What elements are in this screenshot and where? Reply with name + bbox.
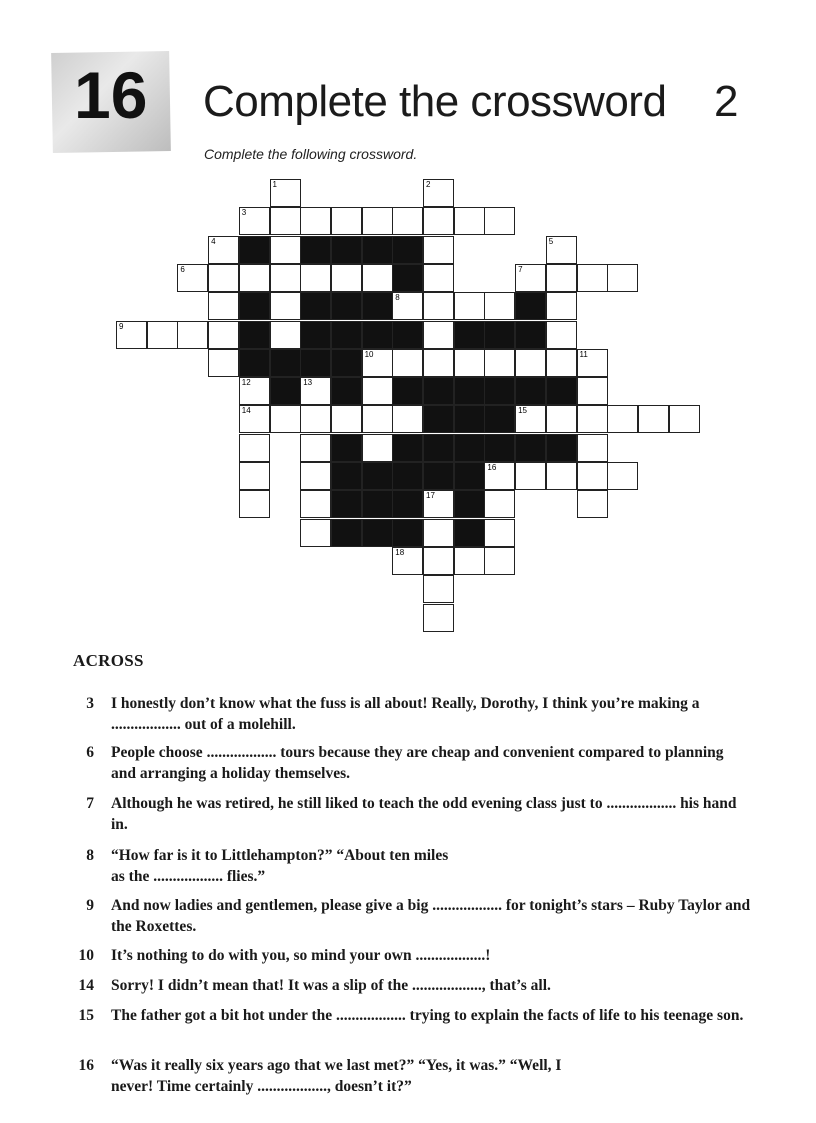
crossword-cell[interactable] xyxy=(270,179,301,207)
crossword-black-cell xyxy=(423,405,454,433)
crossword-black-cell xyxy=(484,377,515,405)
crossword-black-cell xyxy=(546,434,577,462)
crossword-cell[interactable] xyxy=(515,405,546,433)
crossword-cell[interactable] xyxy=(423,575,454,603)
clue-number: 15 xyxy=(78,1007,94,1024)
crossword-cell[interactable] xyxy=(546,349,577,377)
clue-number: 8 xyxy=(86,847,94,864)
crossword-cell[interactable] xyxy=(208,236,239,264)
clue-number-label: 9 xyxy=(119,321,124,331)
crossword-cell[interactable] xyxy=(484,349,515,377)
crossword-black-cell xyxy=(331,236,362,264)
crossword-black-cell xyxy=(392,264,423,292)
crossword-cell[interactable] xyxy=(546,462,577,490)
crossword-black-cell xyxy=(362,490,393,518)
clue-number-label: 5 xyxy=(548,236,554,246)
crossword-black-cell xyxy=(454,321,485,349)
clue-number-label: 3 xyxy=(241,208,247,218)
crossword-cell[interactable] xyxy=(577,462,608,490)
crossword-cell[interactable] xyxy=(300,462,331,490)
crossword-cell[interactable] xyxy=(577,264,608,292)
crossword-black-cell xyxy=(454,377,485,405)
crossword-black-cell xyxy=(239,349,270,377)
crossword-cell[interactable] xyxy=(546,292,577,320)
crossword-cell[interactable] xyxy=(423,321,454,349)
crossword-black-cell xyxy=(392,462,423,490)
crossword-cell[interactable] xyxy=(177,264,208,292)
clue-number-label: 10 xyxy=(364,349,374,359)
crossword-black-cell xyxy=(362,321,393,349)
clue-number-label: 1 xyxy=(272,180,277,189)
crossword-black-cell xyxy=(392,236,423,264)
crossword-cell[interactable] xyxy=(331,264,362,292)
crossword-cell[interactable] xyxy=(515,349,546,377)
clue-text: I honestly don’t know what the fuss is all about! Really, Dorothy, I think you’re making a .................. out of a molehill. xyxy=(111,695,700,733)
crossword-cell[interactable] xyxy=(423,236,454,264)
crossword-cell[interactable] xyxy=(392,547,423,575)
crossword-cell[interactable] xyxy=(270,405,301,433)
crossword-black-cell xyxy=(331,434,362,462)
crossword-cell[interactable] xyxy=(546,264,577,292)
crossword-cell[interactable] xyxy=(300,264,331,292)
clue-text: The father got a bit hot under the .................. trying to explain the facts of life to his teenage son. xyxy=(111,1007,744,1024)
crossword-cell[interactable] xyxy=(300,405,331,433)
crossword-black-cell xyxy=(392,519,423,547)
crossword-cell[interactable] xyxy=(484,207,515,235)
crossword-cell[interactable] xyxy=(577,490,608,518)
clue-text: And now ladies and gentlemen, please give a big .................. for tonight’s stars – Ruby Taylor and the Roxettes. xyxy=(111,897,751,935)
crossword-cell[interactable] xyxy=(239,264,270,292)
crossword-cell[interactable] xyxy=(147,321,178,349)
clue-number: 10 xyxy=(78,947,94,964)
crossword-black-cell xyxy=(362,519,393,547)
crossword-cell[interactable] xyxy=(423,264,454,292)
clue-number-label: 11 xyxy=(579,349,588,359)
crossword-black-cell xyxy=(300,236,331,264)
crossword-cell[interactable] xyxy=(392,349,423,377)
across-heading: ACROSS xyxy=(73,651,144,670)
crossword-cell[interactable] xyxy=(300,207,331,235)
crossword-black-cell xyxy=(300,349,331,377)
clue-number: 6 xyxy=(86,744,94,761)
crossword-cell[interactable] xyxy=(577,377,608,405)
crossword-cell[interactable] xyxy=(423,349,454,377)
crossword-cell[interactable] xyxy=(270,207,301,235)
crossword-cell[interactable] xyxy=(638,405,669,433)
crossword-black-cell xyxy=(362,292,393,320)
crossword-cell[interactable] xyxy=(362,264,393,292)
crossword-cell[interactable] xyxy=(577,349,608,377)
crossword-cell[interactable] xyxy=(208,292,239,320)
crossword-cell[interactable] xyxy=(423,490,454,518)
clue-number: 7 xyxy=(86,795,94,812)
crossword-cell[interactable] xyxy=(300,377,331,405)
crossword-cell[interactable] xyxy=(239,405,270,433)
crossword-black-cell xyxy=(515,292,546,320)
instruction-subtitle: Complete the following crossword. xyxy=(204,146,418,162)
crossword-black-cell xyxy=(300,292,331,320)
crossword-cell[interactable] xyxy=(270,264,301,292)
crossword-black-cell xyxy=(484,321,515,349)
crossword-black-cell xyxy=(484,405,515,433)
crossword-black-cell xyxy=(331,462,362,490)
clue-text: “Was it really six years ago that we last met?” “Yes, it was.” “Well, I never! Time certainly .................., doesn’t it?” xyxy=(111,1057,562,1095)
crossword-cell[interactable] xyxy=(484,462,515,490)
crossword-cell[interactable] xyxy=(607,462,638,490)
page-title: Complete the crossword xyxy=(203,77,667,126)
crossword-black-cell xyxy=(515,434,546,462)
crossword-black-cell xyxy=(270,349,301,377)
crossword-black-cell xyxy=(484,434,515,462)
exercise-number: 16 xyxy=(74,58,148,132)
crossword-cell[interactable] xyxy=(300,490,331,518)
crossword-black-cell xyxy=(300,321,331,349)
crossword-cell[interactable] xyxy=(515,462,546,490)
crossword-cell[interactable] xyxy=(270,292,301,320)
crossword-cell[interactable] xyxy=(208,349,239,377)
clue-number-label: 8 xyxy=(395,293,400,303)
crossword-cell[interactable] xyxy=(546,405,577,433)
crossword-cell[interactable] xyxy=(515,264,546,292)
clue-number-label: 18 xyxy=(395,547,405,557)
crossword-black-cell xyxy=(515,321,546,349)
crossword-black-cell xyxy=(423,462,454,490)
clue-number-label: 4 xyxy=(211,236,216,246)
crossword-black-cell xyxy=(423,434,454,462)
clue-number-label: 17 xyxy=(426,491,435,501)
crossword-cell[interactable] xyxy=(454,207,485,235)
clue-number-label: 6 xyxy=(180,264,185,274)
crossword-cell[interactable] xyxy=(577,434,608,462)
crossword-cell[interactable] xyxy=(362,377,393,405)
clue-text: Sorry! I didn’t mean that! It was a slip of the .................., that’s all. xyxy=(111,977,551,994)
crossword-cell[interactable] xyxy=(607,405,638,433)
crossword-cell[interactable] xyxy=(331,207,362,235)
crossword-black-cell xyxy=(392,434,423,462)
crossword-cell[interactable] xyxy=(208,321,239,349)
clue-number-label: 12 xyxy=(241,378,251,388)
clue-number-label: 16 xyxy=(487,463,497,472)
crossword-cell[interactable] xyxy=(362,434,393,462)
crossword-black-cell xyxy=(331,377,362,405)
crossword-cell[interactable] xyxy=(484,519,515,547)
crossword-cell[interactable] xyxy=(484,490,515,518)
crossword-cell[interactable] xyxy=(454,349,485,377)
clue-text: “How far is it to Littlehampton?” “About ten miles as the .................. flies.” xyxy=(111,847,449,885)
crossword-cell[interactable] xyxy=(392,207,423,235)
crossword-black-cell xyxy=(331,490,362,518)
crossword-cell[interactable] xyxy=(331,405,362,433)
crossword-cell[interactable] xyxy=(116,321,147,349)
crossword-black-cell xyxy=(515,377,546,405)
crossword-black-cell xyxy=(392,321,423,349)
crossword-black-cell xyxy=(239,321,270,349)
clue-number-label: 7 xyxy=(518,264,523,274)
crossword-cell[interactable] xyxy=(454,547,485,575)
crossword-black-cell xyxy=(270,377,301,405)
clue-text: It’s nothing to do with you, so mind your own ..................! xyxy=(111,947,491,964)
crossword-black-cell xyxy=(362,236,393,264)
crossword-cell[interactable] xyxy=(239,207,270,235)
crossword-black-cell xyxy=(239,236,270,264)
crossword-black-cell xyxy=(392,377,423,405)
crossword-black-cell xyxy=(239,292,270,320)
crossword-cell[interactable] xyxy=(423,604,454,632)
crossword-cell[interactable] xyxy=(362,349,393,377)
crossword-cell[interactable] xyxy=(270,236,301,264)
crossword-cell[interactable] xyxy=(454,292,485,320)
clue-number: 14 xyxy=(78,977,94,994)
crossword-cell[interactable] xyxy=(423,519,454,547)
clue-number-label: 14 xyxy=(241,406,251,416)
crossword-cell[interactable] xyxy=(423,292,454,320)
crossword-cell[interactable] xyxy=(607,264,638,292)
crossword-cell[interactable] xyxy=(392,292,423,320)
crossword-black-cell xyxy=(331,349,362,377)
crossword-cell[interactable] xyxy=(577,405,608,433)
crossword-black-cell xyxy=(454,434,485,462)
crossword-cell[interactable] xyxy=(484,292,515,320)
clue-text: People choose .................. tours because they are cheap and convenient compared to planning and arranging a holiday themselves. xyxy=(111,744,724,782)
crossword-black-cell xyxy=(392,490,423,518)
crossword-cell[interactable] xyxy=(546,321,577,349)
crossword-black-cell xyxy=(454,519,485,547)
crossword-cell[interactable] xyxy=(300,519,331,547)
crossword-cell[interactable] xyxy=(392,405,423,433)
clue-number: 9 xyxy=(86,897,94,914)
clue-number-label: 15 xyxy=(518,406,527,416)
clue-number-label: 13 xyxy=(303,378,313,388)
crossword-black-cell xyxy=(454,490,485,518)
crossword-black-cell xyxy=(454,462,485,490)
crossword-cell[interactable] xyxy=(546,236,577,264)
crossword-cell[interactable] xyxy=(423,179,454,207)
crossword-cell[interactable] xyxy=(362,207,393,235)
clue-number: 16 xyxy=(78,1057,94,1074)
crossword-cell[interactable] xyxy=(208,264,239,292)
title-number: 2 xyxy=(714,77,739,126)
crossword-cell[interactable] xyxy=(362,405,393,433)
crossword-cell[interactable] xyxy=(669,405,700,433)
crossword-cell[interactable] xyxy=(270,321,301,349)
crossword-cell[interactable] xyxy=(239,462,270,490)
crossword-cell[interactable] xyxy=(484,547,515,575)
clue-number-label: 2 xyxy=(426,180,431,189)
crossword-cell[interactable] xyxy=(423,207,454,235)
clue-text: Although he was retired, he still liked to teach the odd evening class just to .................. his hand in. xyxy=(111,795,737,833)
crossword-black-cell xyxy=(331,519,362,547)
crossword-black-cell xyxy=(362,462,393,490)
clue-number: 3 xyxy=(86,695,94,712)
crossword-black-cell xyxy=(454,405,485,433)
crossword-cell[interactable] xyxy=(423,547,454,575)
crossword-black-cell xyxy=(331,321,362,349)
crossword-cell[interactable] xyxy=(239,377,270,405)
crossword-cell[interactable] xyxy=(239,434,270,462)
crossword-cell[interactable] xyxy=(300,434,331,462)
crossword-black-cell xyxy=(546,377,577,405)
crossword-black-cell xyxy=(423,377,454,405)
crossword-cell[interactable] xyxy=(239,490,270,518)
crossword-black-cell xyxy=(331,292,362,320)
crossword-cell[interactable] xyxy=(177,321,208,349)
